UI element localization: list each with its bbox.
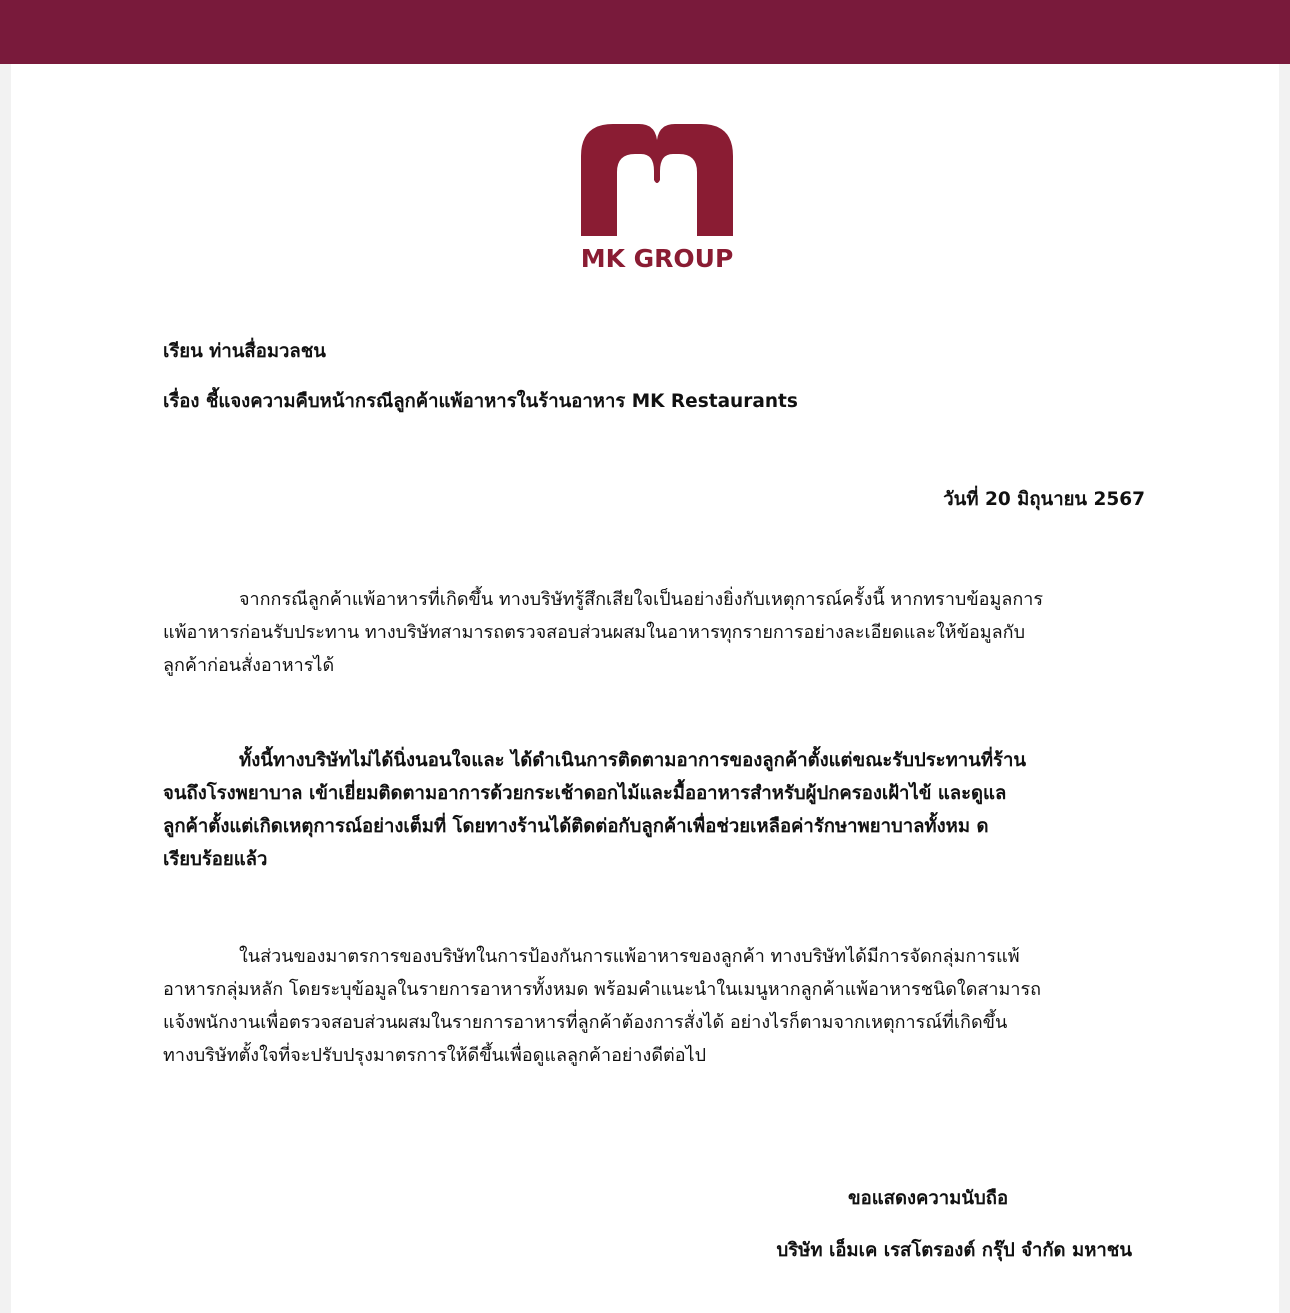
- mk-group-logo: [567, 116, 747, 273]
- paragraph-line: แพ้อาหารก่อนรับประทาน ทางบริษัทสามารถตรวจสอบส่วนผสมในอาหารทุกรายการอย่างละเอียดและให้ข้อมูลกับ: [163, 622, 1025, 643]
- paragraph-line: ลูกค้าก่อนสั่งอาหารได้: [163, 655, 335, 676]
- paragraph-line: แจ้งพนักงานเพื่อตรวจสอบส่วนผสมในรายการอาหารที่ลูกค้าต้องการสั่งได้ อย่างไรก็ตามจากเหตุการณ์ที่เกิดขึ้น: [163, 1012, 1008, 1033]
- paragraph-apology: [163, 583, 1153, 682]
- paragraph-line: จากกรณีลูกค้าแพ้อาหารที่เกิดขึ้น ทางบริษัทรู้สึกเสียใจเป็นอย่างยิ่งกับเหตุการณ์ครั้งนี้ หากทราบข้อมูลการ: [239, 589, 1044, 610]
- letter-date: วันที่ 20 มิถุนายน 2567: [943, 489, 1145, 510]
- paragraph-line: เรียบร้อยแล้ว: [163, 849, 268, 870]
- paragraph-line: ทางบริษัทตั้งใจที่จะปรับปรุงมาตรการให้ดีขึ้นเพื่อดูแลลูกค้าอย่างดีต่อไป: [163, 1045, 706, 1066]
- letter-page: [11, 64, 1279, 1313]
- logo-wordmark: MK GROUP: [580, 244, 734, 273]
- paragraph-line: อาหารกลุ่มหลัก โดยระบุข้อมูลในรายการอาหารทั้งหมด พร้อมคำแนะนำในเมนูหากลูกค้าแพ้อาหารชนิดใดสามารถ: [163, 979, 1042, 1000]
- paragraph-followup: [163, 744, 1153, 876]
- paragraph-line: ในส่วนของมาตรการของบริษัทในการป้องกันการแพ้อาหารของลูกค้า ทางบริษัทได้มีการจัดกลุ่มการแพ้: [239, 946, 1020, 967]
- closing-remark: ขอแสดงความนับถือ: [848, 1188, 1009, 1209]
- subject-line: เรื่อง ชี้แจงความคืบหน้ากรณีลูกค้าแพ้อาหารในร้านอาหาร MK Restaurants: [163, 391, 798, 412]
- top-brand-bar: [0, 0, 1290, 64]
- paragraph-line: จนถึงโรงพยาบาล เข้าเยี่ยมติดตามอาการด้วยกระเช้าดอกไม้และมื้ออาหารสำหรับผู้ปกครองเฝ้าไข้ และดูแล: [163, 783, 1007, 804]
- salutation: เรียน ท่านสื่อมวลชน: [163, 341, 326, 362]
- mk-logo-icon: [567, 116, 747, 236]
- company-signature: บริษัท เอ็มเค เรสโตรองต์ กรุ๊ป จำกัด มหาชน: [776, 1240, 1132, 1261]
- paragraph-line: ทั้งนี้ทางบริษัทไม่ได้นิ่งนอนใจและ ได้ดำเนินการติดตามอาการของลูกค้าตั้งแต่ขณะรับประทานที่ร้าน: [239, 750, 1026, 771]
- paragraph-measures: [163, 940, 1153, 1072]
- paragraph-line: ลูกค้าตั้งแต่เกิดเหตุการณ์อย่างเต็มที่ โดยทางร้านได้ติดต่อกับลูกค้าเพื่อช่วยเหลือค่ารักษาพยาบาลทั้งหม ด: [163, 816, 989, 837]
